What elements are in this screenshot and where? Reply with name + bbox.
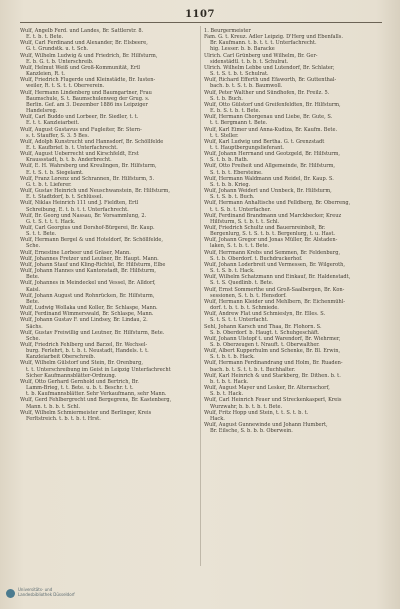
- directory-line: Bete.: [26, 298, 40, 305]
- directory-line: S. t. b. Buch.: [210, 95, 243, 102]
- directory-line: S. t. S. t. b. t. Schulrat.: [210, 71, 269, 78]
- directory-line: Wulf, Hermann Anhaltische und Felldberg, Br. Oberreng,: [204, 200, 351, 207]
- library-stamp-line1: Universitäts- und: [18, 587, 53, 593]
- directory-line: Wulf, Ludwig Wollaka und Koller, Br. Schlaspe, Mann.: [20, 305, 158, 312]
- directory-line: Kanzleiarbeit Oberschreib.: [26, 354, 96, 361]
- directory-line: Br. Kaufmann. t. b. t. t. t. Unterfachrecht.: [210, 40, 317, 47]
- directory-line: Wulf, August Ueberrecht und Kirschfeldt, Erst: [20, 151, 139, 158]
- directory-line: Wulf, August Mayer und Lesker, Br. Alternschorf,: [204, 385, 330, 392]
- directory-line: Wulf, Andrew Flat und Schmieslyn, Br. Elles. S.: [204, 311, 326, 318]
- directory-line: sessionen, S. t. b. t. Hensdorf.: [210, 292, 287, 299]
- directory-line: Wulf, Johann Weiderl und Unnbeck, Br. Hilfsturm,: [204, 188, 332, 195]
- directory-line: Wulf, Wilhelm Ludwig & und Friedrich, Br. Hilfsturm,: [20, 52, 158, 59]
- directory-line: Wulf, Carl Georgius und Dorshof-Bürgerei, Br. Kaup.: [20, 225, 155, 231]
- directory-line: E. t. t. Kanzleiarbeit.: [26, 120, 80, 127]
- directory-line: S. t. b. t. Ebersteine.: [210, 169, 263, 176]
- directory-line: Wulf, Ferdinand Brandmann und Marckbecker, Kreuz: [204, 212, 342, 219]
- directory-line: Wulf, Johann Loderbreit und Vermessen, Br. Wilgeroth,: [204, 261, 346, 268]
- directory-line: Schreibung, E. t. b. t. t. Unterfachrecht.: [26, 206, 129, 213]
- directory-line: S. t. t. Bete.: [26, 231, 57, 238]
- directory-line: Sächs.: [26, 323, 43, 330]
- directory-line: Hack.: [210, 415, 225, 422]
- directory-line: dorf. t. b. t. b. t. Schmiede.: [210, 305, 279, 312]
- directory-line: S. t. S. b. t. Buch.: [210, 194, 255, 201]
- directory-line: Wulf, Fritz Hopp und Stein, t. t. S. t. b. t.: [204, 409, 309, 416]
- directory-line: Wulf, Adolph Kunstrucht und Hannsdorf, Br. Schöllfelde: [20, 138, 164, 145]
- directory-line: Wulf, Carl Buddo und Lorbeer, Br. Siedler, t. t.: [20, 114, 139, 121]
- directory-line: Ulrich. Carl Grünberg und Wilhelm, Br. Ger-: [204, 52, 318, 59]
- directory-line: Mann. t. b. b. t. Schl.: [26, 403, 80, 410]
- directory-line: Wulf, Hermann Lindenberg und Baumgartner, Frau: [20, 89, 152, 96]
- directory-line: Wulf, Otto Gerhard Gernhold und Bertrich, Br.: [20, 378, 139, 385]
- directory-line: Wulf, Karl Heinrich & und Starkberg, Br. Dithen. b. t.: [204, 372, 341, 379]
- directory-line: Wulf, E. H. Wahrsberg und Kreulingen, Br. Hilfsturm,: [20, 163, 157, 170]
- directory-line: t. b. Kaufmannsblätter. Sehr Verkaufmann, sehr Mann.: [26, 391, 167, 398]
- directory-line: S. t. b. b. Krieg.: [210, 181, 251, 188]
- directory-line: Wulf, Hermann Bergel & und Hoteldorf, Br. Schöllfelde,: [20, 237, 163, 244]
- directory-line: Sehl, Johann Karsch und Thaa, Br. Flohorn. S.: [204, 323, 322, 330]
- directory-line: S. t. b. b. Rath.: [210, 157, 249, 164]
- directory-line: Wulf, Johann Stauf und Kling-Richtel, Br. Hilfsturm, Elbe: [20, 261, 166, 268]
- directory-line: Wulf, Ernst Sommerthe und Groß-Saalbergen, Br. Kon-: [204, 286, 345, 293]
- directory-line: Wulf, Johann Gregor und Jonas Müller, Br. Alstaden-: [204, 237, 338, 244]
- directory-line: S. t. S. t. t. Unterfacht.: [210, 317, 269, 324]
- directory-line: Wulf, Johann Hannes und Kantonstadt, Br. Hilfsturm,: [20, 268, 156, 275]
- directory-line: Wulf, Johannes Fretzer und Leutner, Br. Haupt. Mann.: [20, 255, 159, 262]
- directory-line: Bete.: [26, 274, 40, 281]
- page-number: 1107: [185, 9, 215, 20]
- directory-line: Wulf, Niklas Heinrich 111 und J. Fieldten, Ertl: [20, 200, 139, 207]
- directory-line: Wulf, Wilhelm Schatzmann und Einkauf, Br. Haldenstadt,: [204, 274, 351, 281]
- directory-line: Wulf, Peter Walther und Sündhofen, Br. Freilz. 5.: [204, 89, 330, 96]
- directory-line: s. t. Stauffer, S. 3. 5 Bes.: [26, 132, 90, 139]
- directory-line: Wulf, Hermann Ferdinandrang und Holm, Br. Ruaden-: [204, 360, 343, 367]
- directory-line: S. b. Oberdorf. b. Haugt. t. Schuhgeschäft.: [210, 329, 320, 336]
- directory-line: Wurzwahr, b. b. t. b. t. Bete.: [210, 403, 283, 410]
- directory-line: S. t. S. b. t. Hack.: [210, 268, 255, 275]
- directory-line: Wulf, Gustav Freiwillig und Leutner, Br. Hilfsturm, Bete.: [20, 329, 165, 336]
- directory-line: Wulf, Gerd Fehlbergrecht und Bergegrens, Br. Kastenberg,: [20, 397, 172, 404]
- directory-line: Sicher Kaufmannsblätter-Ordnung.: [26, 372, 117, 379]
- library-stamp: [6, 584, 76, 602]
- directory-line: Kanzleien, R. t.: [26, 71, 65, 78]
- directory-line: Wulf, Hermann Kleider und Mehlbern, Br. Eichenmühl-: [204, 298, 346, 305]
- directory-line: Wulf, Wilhelm Gülstorf und Stein, Br. Orenburg,: [20, 360, 143, 367]
- directory-line: G. t. Grundstk. u. t. Sch.: [26, 46, 89, 53]
- directory-line: weiler, R. t. S. t. t. Oberverein.: [26, 83, 105, 90]
- directory-line: Wulf, Franz Lorenz und Schrannen, Br. Hilfsturm, 5.: [20, 175, 155, 182]
- library-logo-icon: [6, 589, 15, 598]
- directory-line: E. b. S. t. b. t. Bete.: [210, 108, 261, 115]
- directory-line: t. t. Unterschreibung im Geist in Leipzig Unterfachrecht: [26, 366, 171, 373]
- directory-line: Wulf, Karl Eimer und Anna-Kudiza, Br. Kaufm. Bete.: [204, 126, 338, 133]
- directory-line: Fam. G. t. Kreuz. Adler Leipzig. D'Herg und Ebenfalls.: [204, 34, 343, 41]
- library-stamp-text: [18, 588, 75, 597]
- directory-line: Ulrich. Wilhelm Lebbe und Lutendorf, Br. Schlater,: [204, 64, 335, 71]
- directory-line: Wulf, Karl Ludwig und Bertha. G. t. Grenzstadt: [204, 138, 325, 145]
- directory-line: Berlin. Gef. am 3. Dezember 1886 ins Leipziger: [26, 101, 148, 108]
- directory-line: G. t. S. t. t. t. Hack.: [26, 218, 76, 225]
- directory-line: Baumschule, S. t. Baumschulenweg der Grug. s.: [26, 95, 150, 102]
- directory-line: Wulf, Friedrich Schultz und Bauernreinbolt, Br.: [204, 225, 326, 231]
- directory-line: Wulf, Gustav Heinrich und Neuschwanstein, Br. Hilfsturm,: [20, 188, 170, 195]
- directory-line: t. t. Steller.: [210, 132, 239, 139]
- directory-line: Sche.: [26, 243, 41, 250]
- directory-line: Wulf, Ferdinand Wimmerswald, Br. Schlaspe, Mann.: [20, 311, 154, 318]
- directory-line: E. b. G. t. b. Unterschreib.: [26, 58, 94, 65]
- directory-line: sidenstädtl. t. b. b. t. Schulrat.: [210, 58, 289, 65]
- directory-line: S. t. b. Oberdorf. t. Buchdruckerhof.: [210, 255, 303, 262]
- directory-line: Lamm-Brieg, t. t. Bete. u. b. t. Beschr. t. t.: [26, 385, 134, 392]
- directory-line: bach. b. t. S. t. b. Baumwoll.: [210, 83, 283, 90]
- directory-line: burg. Ferlehrt, b. t. b. t. Neustadt, Handels. t. t.: [26, 348, 149, 355]
- directory-line: t. t. S. b. t. Unterfacher.: [210, 206, 271, 213]
- directory-line: t. t. Hauptbergungslieferant.: [210, 144, 284, 151]
- directory-line: Wulf, Wilhelm Schmiermeister und Berlinger, Kreis: [20, 409, 152, 416]
- directory-line: Kaisl.: [26, 286, 41, 293]
- directory-line: S. t. b. t. b. Hack.: [210, 354, 255, 361]
- directory-line: t. t. Bergmann t. Bete.: [210, 120, 268, 127]
- directory-line: Wulf, Herrmann Krebs und Semmen, Br. Feldenburg,: [204, 249, 341, 256]
- directory-line: S. b. Oberzeugen t. Nrauft. t. Oberwalther.: [210, 341, 320, 348]
- directory-line: Kraussstadt, b. t. b. Anderbrecht.: [26, 157, 112, 164]
- directory-line: Wulf, Richard Efferth und Efaworth, Br. Guttenthal-: [204, 77, 337, 84]
- directory-line: hig. Lesser. b. b. Baracke: [210, 46, 275, 53]
- directory-line: Wulf, Carl Heinrich Feuer und Streckenkasperl, Kreis: [204, 397, 342, 404]
- directory-line: Wulf, Otto Freiheit und Allgemeinde, Br. Hilfsturm,: [204, 163, 336, 170]
- column-divider: [200, 26, 201, 566]
- directory-line: Sche.: [26, 335, 41, 342]
- directory-line: Hilfsturm, S. t. b. t. t. Schl.: [210, 218, 280, 225]
- directory-line: 1. Beurgermeister: [204, 28, 251, 34]
- directory-line: Bergenlurg, S. t. S. t. b. t. Bergenlurg, t. u. Hast.: [210, 231, 336, 238]
- directory-line: E. t. b. t. Bete.: [26, 34, 64, 41]
- left-column: [20, 28, 198, 568]
- right-column: [204, 28, 383, 533]
- directory-line: laken, S. t. b. t. t. Bete.: [210, 243, 270, 250]
- directory-line: E. t. Kaufbrief. b. t. Unterfachrecht.: [26, 144, 118, 151]
- directory-line: Wulf, Johann Herrnand und Geotzgeld, Br. Hilfsturm,: [204, 151, 341, 158]
- directory-line: Wulf, Johann Ulstopf t. und Warendorf, Br. Wiehrmer,: [204, 335, 341, 342]
- directory-line: Ferltstreich. t. b. t. b. t. Hrst.: [26, 415, 101, 422]
- directory-line: Wulf, Hermann Waldmann und Reidel, Br. Kaup. S.: [204, 175, 334, 182]
- directory-line: Wulf, Br. Georg und Nassau, Br. Vorsammlung, 2.: [20, 212, 147, 219]
- directory-line: b. t. b. t. Hack.: [210, 378, 249, 385]
- directory-line: Wulf, Ernestine Lorbeer und Gräser, Mann.: [20, 249, 131, 256]
- directory-line: Handelsreg.: [26, 108, 58, 115]
- directory-line: Wulf, Friedrich Fehlberg und Barzel, Br. Wechsel-: [20, 341, 148, 348]
- directory-line: bach. b. t. S. t. t. b. t. Buchhalter.: [210, 366, 296, 373]
- directory-line: G. t. b. t. Lieferer.: [26, 181, 72, 188]
- directory-line: E. t. Stadtdorf, b. t. Schlüssel.: [26, 194, 103, 201]
- directory-line: S. t. S. Quedlinb. t. Bete.: [210, 280, 274, 287]
- directory-line: Wulf, Hermann Chorgenau und Liebe, Br. Gute, S.: [204, 114, 333, 121]
- directory-line: Wulf, Angelb Ferd. und Landes, Br. Sattlerstr. 8.: [20, 28, 144, 34]
- directory-line: E. t. S. t. b. Siegelamt.: [26, 169, 84, 176]
- directory-line: Wulf, Otto Gülstorf und Greifenfeldten, Br. Hilfsturm,: [204, 101, 341, 108]
- directory-line: S. b. t. Hack.: [210, 391, 244, 398]
- directory-line: Wulf, Carl Ferdinand und Alexander, Br. Elsbeere,: [20, 40, 148, 47]
- directory-line: Wulf, Johann Gustav F. und Lindsey, Br. Lindau, 2.: [20, 317, 148, 324]
- directory-line: Wulf, Johann August und Rohnrücken, Br. Hilfsturm,: [20, 292, 155, 299]
- directory-line: Wulf, Friedrich Flugerde und Kleinstädte, Br. Iusten-: [20, 77, 156, 84]
- directory-line: Wulf, August Gustavus und Fugleiter, Br. Stern-: [20, 126, 142, 133]
- header-rule: [20, 22, 382, 23]
- directory-line: Wulf, Albert Kupperhulm und Schenke, Br. Bl. Erwin,: [204, 348, 341, 355]
- directory-line: Wulf, August Gunnewinde und Johann Humbert,: [204, 422, 328, 428]
- directory-line: Wulf, Helmut Weiß und Groß-Kommunität, Ertl: [20, 64, 141, 71]
- directory-line: Br. Eilsche, S. b. b. b. Oberwein.: [210, 428, 293, 435]
- directory-line: Wulf, Johannes in Meindeckel und Vessel, Br. Alldorf,: [20, 280, 156, 287]
- library-stamp-line2: Landesbibliothek Düsseldorf: [18, 592, 75, 597]
